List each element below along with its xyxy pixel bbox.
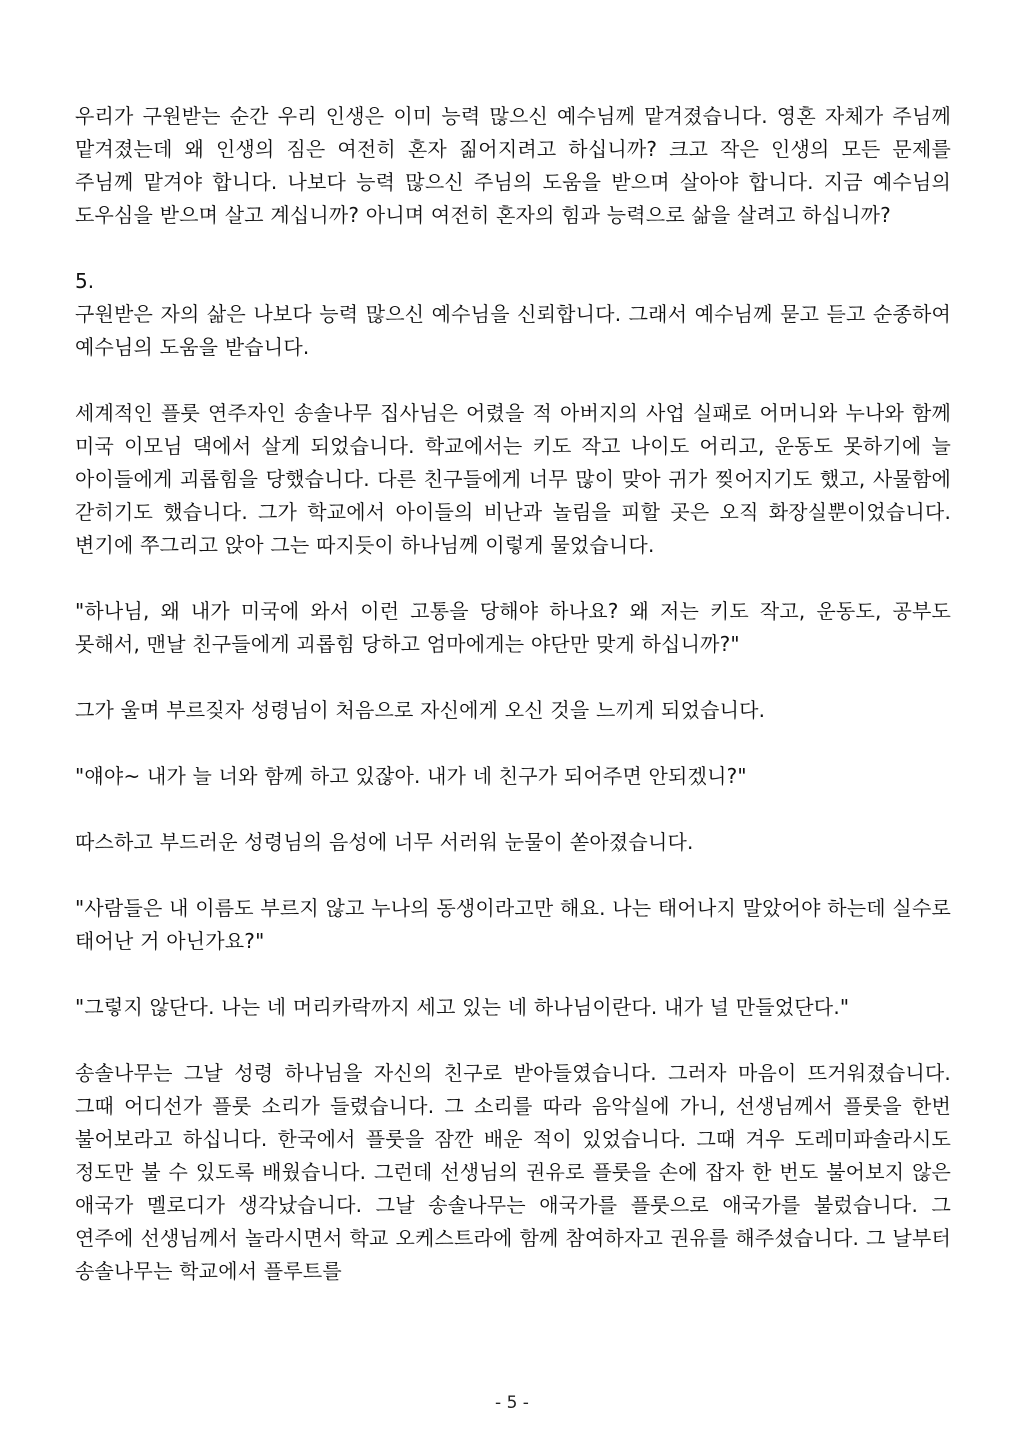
document-body xyxy=(75,100,951,1288)
paragraph-conclusion: 송솔나무는 그날 성령 하나님을 자신의 친구로 받아들였습니다. 그러자 마음이 뜨거워졌습니다. 그때 어디선가 플룻 소리가 들렸습니다. 그 소리를 따라 음악실에 가니, 선생님께서 플룻을 한번 불어보라고 하십니다. 한국에서 플룻을 잠깐 배운 적이 있었습니다. 그때 겨우 도레미파솔라시도 정도만 불 수 있도록 배웠습니다. 그런데 선생님의 권유로 플룻을 손에 잡자 한 번도 불어보지 않은 애국가 멜로디가 생각났습니다. 그날 송솔나무는 애국가를 플룻으로 애국가를 불렀습니다. 그 연주에 선생님께서 놀라시면서 학교 오케스트라에 함께 참여하자고 권유를 해주셨습니다. 그 날부터 송솔나무는 학교에서 플루트를 xyxy=(75,1061,951,1283)
page-number: - 5 - xyxy=(495,1393,529,1413)
paragraph-section-lead: 구원받은 자의 삶은 나보다 능력 많으신 예수님을 신뢰합니다. 그래서 예수님께 묻고 듣고 순종하여 예수님의 도움을 받습니다. xyxy=(75,302,951,359)
paragraph-quote-2: "얘야~ 내가 늘 너와 함께 하고 있잖아. 내가 네 친구가 되어주면 안되겠니?" xyxy=(75,764,747,788)
paragraph-quote-4: "그렇지 않단다. 나는 네 머리카락까지 세고 있는 네 하나님이란다. 내가 널 만들었단다." xyxy=(75,995,850,1019)
paragraph-narration-1: 그가 울며 부르짖자 성령님이 처음으로 자신에게 오신 것을 느끼게 되었습니다. xyxy=(75,698,766,722)
paragraph-intro: 우리가 구원받는 순간 우리 인생은 이미 능력 많으신 예수님께 맡겨졌습니다. 영혼 자체가 주님께 맡겨졌는데 왜 인생의 짐은 여전히 혼자 짊어지려고 하십니까? 크고 작은 인생의 모든 문제를 주님께 맡겨야 합니다. 나보다 능력 많으신 주님의 도움을 받으며 살아야 합니다. 지금 예수님의 도우심을 받으며 살고 계십니까? 아니며 여전히 혼자의 힘과 능력으로 삶을 살려고 하십니까? xyxy=(75,104,951,227)
paragraph-quote-3: "사람들은 내 이름도 부르지 않고 누나의 동생이라고만 해요. 나는 태어나지 말았어야 하는데 실수로 태어난 거 아닌가요?" xyxy=(75,896,951,953)
paragraph-story: 세계적인 플룻 연주자인 송솔나무 집사님은 어렸을 적 아버지의 사업 실패로 어머니와 누나와 함께 미국 이모님 댁에서 살게 되었습니다. 학교에서는 키도 작고 나이도 어리고, 운동도 못하기에 늘 아이들에게 괴롭힘을 당했습니다. 다른 친구들에게 너무 많이 맞아 귀가 찢어지기도 했고, 사물함에 갇히기도 했습니다. 그가 학교에서 아이들의 비난과 놀림을 피할 곳은 오직 화장실뿐이었습니다. 변기에 쭈그리고 앉아 그는 따지듯이 하나님께 이렇게 물었습니다. xyxy=(75,401,951,557)
paragraph-quote-1: "하나님, 왜 내가 미국에 와서 이런 고통을 당해야 하나요? 왜 저는 키도 작고, 운동도, 공부도 못해서, 맨날 친구들에게 괴롭힘 당하고 엄마에게는 야단만 맞게 하십니까?" xyxy=(75,599,951,656)
section-number: 5. xyxy=(75,269,95,293)
paragraph-narration-2: 따스하고 부드러운 성령님의 음성에 너무 서러워 눈물이 쏟아졌습니다. xyxy=(75,830,694,854)
